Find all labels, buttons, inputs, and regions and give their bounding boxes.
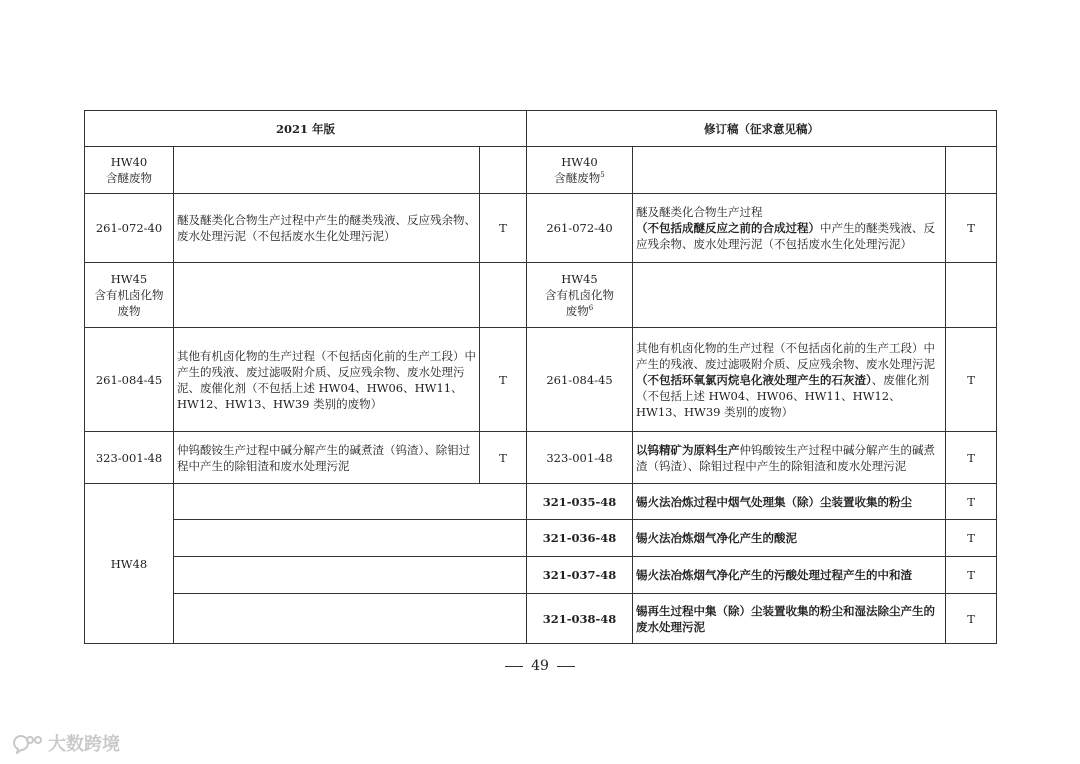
waste-description: 醚及醚类化合物生产过程中产生的醚类残液、反应残余物、废水处理污泥（不包括废水生化处理污泥）	[174, 194, 480, 263]
watermark-text: 大数跨境	[48, 734, 120, 755]
hazard-characteristic: T	[480, 194, 527, 263]
waste-description: 锡火法冶炼过程中烟气处理集（除）尘装置收集的粉尘	[633, 484, 946, 520]
table-header-row	[85, 111, 997, 147]
waste-description: 锡火法冶炼烟气净化产生的污酸处理过程产生的中和渣	[633, 557, 946, 594]
waste-description: 锡火法冶炼烟气净化产生的酸泥	[633, 520, 946, 557]
hazard-characteristic: T	[946, 328, 997, 432]
watermark	[10, 730, 120, 756]
table-row	[85, 520, 997, 557]
chat-bubble-icon	[10, 732, 44, 754]
hazard-characteristic: T	[946, 194, 997, 263]
category-hw40-left: HW40 含醚废物	[85, 147, 174, 194]
category-hw48: HW48	[85, 484, 174, 644]
hazard-characteristic: T	[946, 594, 997, 644]
table-row	[85, 484, 997, 520]
category-hw40-right: HW40 含醚废物$^5$	[527, 147, 633, 194]
waste-description: 锡再生过程中集（除）尘装置收集的粉尘和湿法除尘产生的废水处理污泥	[633, 594, 946, 644]
hazard-characteristic: T	[480, 432, 527, 484]
hazard-characteristic: T	[946, 432, 997, 484]
waste-code: 321-038-48	[527, 594, 633, 644]
waste-description: 其他有机卤化物的生产过程（不包括卤化前的生产工段）中产生的残液、废过滤吸附介质、反应残余物、废水处理污泥（不包括环氧氯丙烷皂化液处理产生的石灰渣）、废催化剂（不包括上述 HW04、HW06、HW11、HW12、HW13、HW39 类别的废物）	[633, 328, 946, 432]
waste-code: 323-001-48	[85, 432, 174, 484]
table-row	[85, 432, 997, 484]
category-hw45-right: HW45 含有机卤化物 废物$^6$	[527, 263, 633, 328]
waste-description: 仲钨酸铵生产过程中碱分解产生的碱煮渣（钨渣）、除钼过程中产生的除钼渣和废水处理污泥	[174, 432, 480, 484]
category-hw45-left: HW45 含有机卤化物 废物	[85, 263, 174, 328]
waste-code: 261-084-45	[527, 328, 633, 432]
table-row	[85, 594, 997, 644]
hazard-characteristic: T	[946, 484, 997, 520]
hazard-characteristic: T	[946, 557, 997, 594]
hazardous-waste-comparison-table	[84, 110, 997, 644]
waste-code: 261-084-45	[85, 328, 174, 432]
header-revised-draft: 修订稿（征求意见稿）	[527, 111, 997, 147]
waste-code: 321-036-48	[527, 520, 633, 557]
waste-description: 其他有机卤化物的生产过程（不包括卤化前的生产工段）中产生的残液、废过滤吸附介质、反应残余物、废水处理污泥、废催化剂（不包括上述 HW04、HW06、HW11、HW12、HW13、HW39 类别的废物）	[174, 328, 480, 432]
waste-code: 323-001-48	[527, 432, 633, 484]
waste-code: 261-072-40	[85, 194, 174, 263]
table-row	[85, 328, 997, 432]
waste-code: 261-072-40	[527, 194, 633, 263]
table-row	[85, 557, 997, 594]
table-row	[85, 147, 997, 194]
hazard-characteristic: T	[946, 520, 997, 557]
page-number: 49	[0, 658, 1080, 674]
waste-description: 醚及醚类化合物生产过程（不包括成醚反应之前的合成过程）中产生的醚类残液、反应残余物、废水处理污泥（不包括废水生化处理污泥）	[633, 194, 946, 263]
waste-description: 以钨精矿为原料生产仲钨酸铵生产过程中碱分解产生的碱煮渣（钨渣）、除钼过程中产生的除钼渣和废水处理污泥	[633, 432, 946, 484]
table-row	[85, 263, 997, 328]
waste-code: 321-035-48	[527, 484, 633, 520]
hazard-characteristic: T	[480, 328, 527, 432]
header-2021-edition: 2021 年版	[85, 111, 527, 147]
table-row	[85, 194, 997, 263]
waste-code: 321-037-48	[527, 557, 633, 594]
